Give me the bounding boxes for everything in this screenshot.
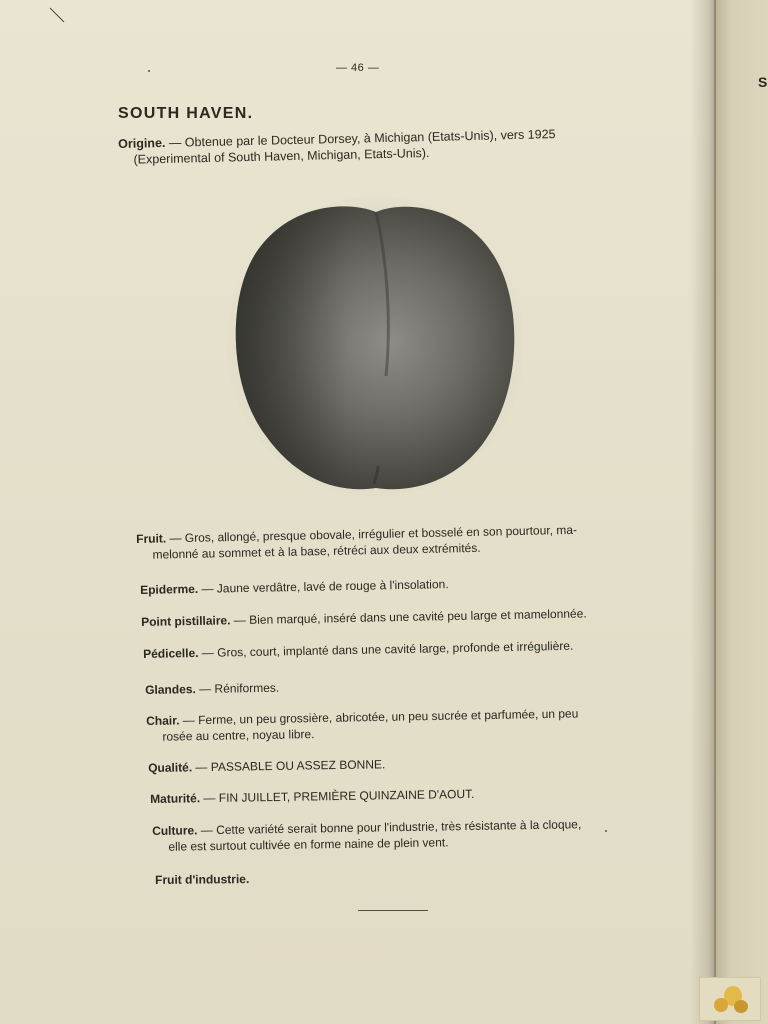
field-text-continuation: melonné au sommet et à la base, rétréci aux deux extrémités. — [152, 540, 481, 562]
origin-text: — Obtenue par le Docteur Dorsey, à Michigan (Etats-Unis), vers 1925 — [165, 127, 556, 150]
field-culture — [152, 816, 582, 855]
origin-text-continuation: (Experimental of South Haven, Michigan, Etats-Unis). — [133, 145, 430, 167]
scratch-mark — [48, 6, 68, 26]
closing-rule — [358, 910, 428, 911]
field-label: Point pistillaire. — [141, 613, 231, 629]
field-text: — Cette variété serait bonne pour l'industrie, très résistante à la cloque, — [197, 817, 582, 838]
field-usage — [155, 871, 249, 888]
variety-title: SOUTH HAVEN. — [118, 105, 254, 122]
field-label: Epiderme. — [140, 581, 199, 597]
speck — [605, 830, 607, 832]
field-text: — Réniformes. — [195, 680, 280, 697]
origin-label: Origine. — [118, 135, 166, 151]
field-text: — FIN JUILLET, PREMIÈRE QUINZAINE D'AOUT. — [200, 786, 475, 806]
field-label: Chair. — [146, 713, 180, 728]
field-text: — PASSABLE OU ASSEZ BONNE. — [192, 757, 386, 775]
field-label: Maturité. — [150, 791, 201, 806]
field-text: — Jaune verdâtre, lavé de rouge à l'insolation. — [198, 577, 449, 596]
field-text: — Gros, allongé, presque obovale, irrégulier et bosselé en son pourtour, ma- — [166, 522, 578, 546]
field-glandes — [145, 680, 279, 698]
field-text: — Ferme, un peu grossière, abricotée, un peu sucrée et parfumée, un peu — [179, 706, 579, 728]
field-label: Qualité. — [148, 760, 193, 775]
page-number: — 46 — — [336, 62, 380, 74]
next-page-letter: S — [758, 74, 768, 90]
peach-photo-icon — [226, 196, 522, 498]
field-text: — Gros, court, implanté dans une cavité large, profonde et irrégulière. — [198, 638, 574, 660]
field-text-continuation: elle est surtout cultivée en forme naine de plein vent. — [168, 835, 449, 854]
speck — [148, 70, 150, 72]
field-text: — Bien marqué, inséré dans une cavité peu large et mamelonnée. — [230, 606, 587, 628]
field-label: Pédicelle. — [143, 645, 199, 661]
page-gutter-shadow — [690, 0, 716, 1024]
field-label: Fruit. — [136, 531, 167, 546]
field-label: Culture. — [152, 823, 198, 838]
field-text-continuation: rosée au centre, noyau libre. — [162, 727, 315, 744]
right-page-edge — [714, 0, 768, 1024]
field-label: Fruit d'industrie. — [155, 872, 250, 887]
field-label: Glandes. — [145, 682, 196, 697]
fruit-thumbnail-icon — [699, 977, 761, 1021]
